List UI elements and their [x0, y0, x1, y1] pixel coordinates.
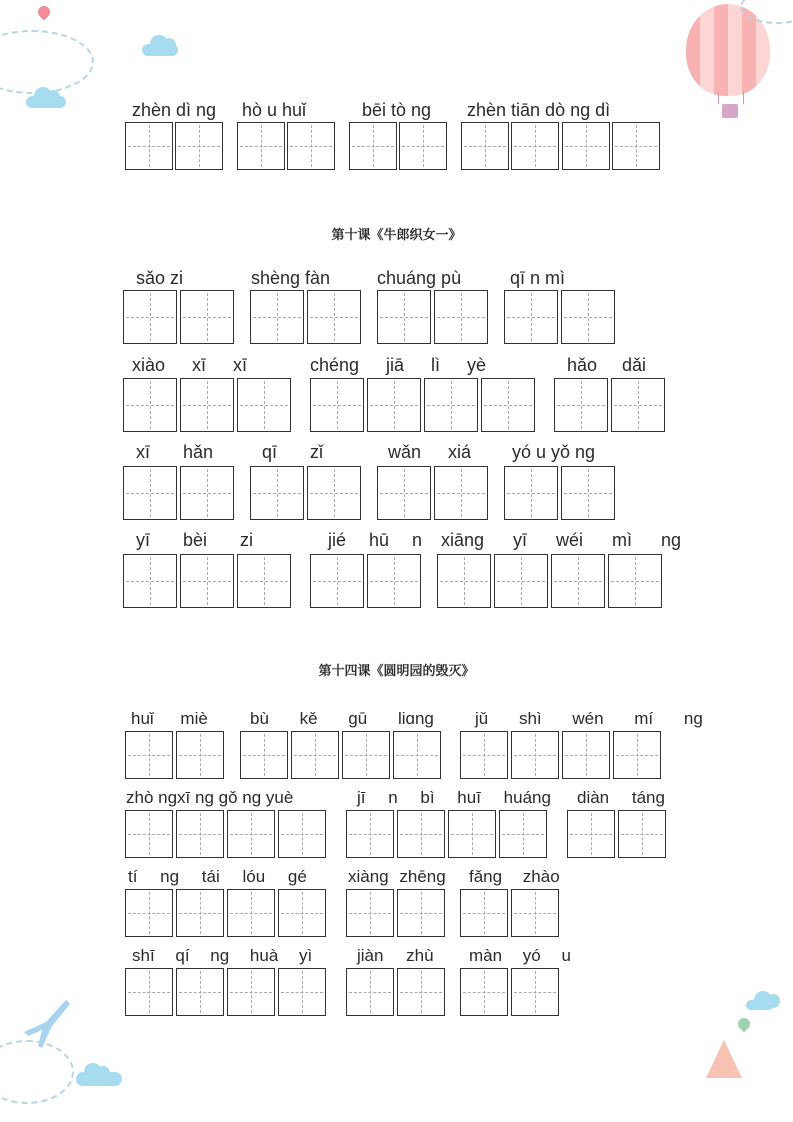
pinyin-label: shèng fàn	[251, 268, 331, 288]
pinyin-label: diàn táng	[577, 788, 665, 807]
pinyin-label: qī n mì	[510, 268, 566, 288]
balloon-basket	[722, 104, 738, 118]
writing-box[interactable]	[237, 378, 291, 432]
writing-box[interactable]	[125, 889, 173, 937]
pinyin-label: jī n bì huī huáng	[357, 788, 551, 807]
writing-box[interactable]	[561, 466, 615, 520]
writing-box[interactable]	[511, 731, 559, 779]
writing-box[interactable]	[180, 378, 234, 432]
balloon-rope	[718, 92, 744, 104]
writing-box[interactable]	[342, 731, 390, 779]
dashed-path-decoration	[0, 30, 94, 94]
writing-box[interactable]	[250, 466, 304, 520]
writing-box[interactable]	[377, 466, 431, 520]
writing-box[interactable]	[227, 968, 275, 1016]
writing-box[interactable]	[291, 731, 339, 779]
writing-box[interactable]	[123, 466, 177, 520]
writing-box[interactable]	[176, 731, 224, 779]
writing-box[interactable]	[424, 378, 478, 432]
pinyin-label: wǎn xiá	[388, 442, 472, 462]
writing-box[interactable]	[125, 810, 173, 858]
cloud-icon	[142, 44, 178, 56]
cloud-icon	[76, 1072, 122, 1086]
pinyin-label: yī bèi zi	[136, 530, 254, 550]
writing-box[interactable]	[278, 968, 326, 1016]
writing-box[interactable]	[367, 378, 421, 432]
writing-box[interactable]	[504, 290, 558, 344]
writing-box[interactable]	[511, 968, 559, 1016]
pinyin-label: xiào xī xī	[132, 355, 248, 375]
writing-box[interactable]	[437, 554, 491, 608]
writing-box[interactable]	[618, 810, 666, 858]
pinyin-label: tí ng tái lóu gé	[128, 867, 307, 886]
writing-box[interactable]	[608, 554, 662, 608]
lesson-title: 第十四课《圆明园的毁灭》	[318, 664, 475, 679]
pinyin-label: xī hǎn	[136, 442, 214, 462]
writing-box[interactable]	[123, 290, 177, 344]
writing-box[interactable]	[460, 731, 508, 779]
pinyin-label: jǔ shì wén mí ng	[475, 709, 703, 728]
cloud-icon	[26, 96, 66, 108]
pinyin-label: bēi tò ng	[362, 100, 432, 120]
pinyin-label: yó u yǒ ng	[512, 442, 596, 462]
writing-box[interactable]	[227, 810, 275, 858]
lesson-title: 第十课《牛郎织女一》	[331, 228, 462, 243]
pinyin-label: chuáng pù	[377, 268, 462, 288]
writing-box[interactable]	[567, 810, 615, 858]
writing-box[interactable]	[613, 731, 661, 779]
writing-box[interactable]	[250, 290, 304, 344]
writing-box[interactable]	[310, 378, 364, 432]
writing-box[interactable]	[240, 731, 288, 779]
writing-box[interactable]	[287, 122, 335, 170]
pinyin-label: jiàn zhù	[357, 946, 434, 965]
pinyin-label: bù kě gū liɑng	[250, 709, 434, 728]
writing-box[interactable]	[180, 290, 234, 344]
pinyin-label: chéng jiā lì yè	[310, 355, 487, 375]
writing-box[interactable]	[175, 122, 223, 170]
writing-box[interactable]	[554, 378, 608, 432]
writing-box[interactable]	[551, 554, 605, 608]
writing-box[interactable]	[481, 378, 535, 432]
writing-box[interactable]	[399, 122, 447, 170]
location-pin-icon	[736, 1016, 753, 1033]
writing-box[interactable]	[176, 810, 224, 858]
writing-box[interactable]	[377, 290, 431, 344]
writing-box[interactable]	[227, 889, 275, 937]
writing-box[interactable]	[310, 554, 364, 608]
writing-box[interactable]	[460, 889, 508, 937]
writing-box[interactable]	[504, 466, 558, 520]
pinyin-label: xiāng yī wéi mì ng	[441, 530, 682, 550]
writing-box[interactable]	[460, 968, 508, 1016]
pinyin-label: hǎo dǎi	[567, 355, 647, 375]
writing-box[interactable]	[125, 968, 173, 1016]
writing-box[interactable]	[237, 122, 285, 170]
writing-box[interactable]	[511, 122, 559, 170]
writing-box[interactable]	[448, 810, 496, 858]
writing-box[interactable]	[349, 122, 397, 170]
writing-box[interactable]	[278, 810, 326, 858]
writing-box[interactable]	[176, 889, 224, 937]
pinyin-label: qī zǐ	[262, 442, 324, 462]
pinyin-label: jié hū n	[328, 530, 423, 550]
writing-box[interactable]	[393, 731, 441, 779]
writing-box[interactable]	[562, 122, 610, 170]
writing-box[interactable]	[346, 968, 394, 1016]
writing-box[interactable]	[511, 889, 559, 937]
pinyin-label: màn yó u	[469, 946, 571, 965]
writing-box[interactable]	[176, 968, 224, 1016]
writing-box[interactable]	[499, 810, 547, 858]
cloud-icon	[746, 1000, 774, 1010]
writing-box[interactable]	[561, 290, 615, 344]
writing-box[interactable]	[562, 731, 610, 779]
writing-box[interactable]	[612, 122, 660, 170]
sailboat-icon	[706, 1040, 742, 1078]
writing-box[interactable]	[278, 889, 326, 937]
writing-box[interactable]	[397, 810, 445, 858]
writing-box[interactable]	[125, 122, 173, 170]
writing-box[interactable]	[434, 466, 488, 520]
writing-box[interactable]	[307, 466, 361, 520]
writing-box[interactable]	[346, 889, 394, 937]
pinyin-label: zhò ngxī ng gǒ ng yuè	[126, 788, 294, 807]
writing-box[interactable]	[307, 290, 361, 344]
pinyin-label: xiàng zhēng	[348, 867, 446, 886]
writing-box[interactable]	[346, 810, 394, 858]
pinyin-label: shī qí ng huà yì	[132, 946, 313, 965]
writing-box[interactable]	[494, 554, 548, 608]
writing-box[interactable]	[397, 968, 445, 1016]
pinyin-label: huǐ miè	[131, 709, 208, 728]
writing-box[interactable]	[123, 554, 177, 608]
writing-box[interactable]	[434, 290, 488, 344]
writing-box[interactable]	[123, 378, 177, 432]
writing-box[interactable]	[180, 466, 234, 520]
pinyin-label: fǎng zhào	[469, 867, 560, 886]
writing-box[interactable]	[461, 122, 509, 170]
pinyin-label: sǎo zi	[136, 268, 184, 288]
writing-box[interactable]	[397, 889, 445, 937]
writing-box[interactable]	[237, 554, 291, 608]
location-pin-icon	[36, 4, 53, 21]
pinyin-label: hò u huǐ	[242, 100, 307, 120]
writing-box[interactable]	[180, 554, 234, 608]
writing-box[interactable]	[611, 378, 665, 432]
writing-box[interactable]	[125, 731, 173, 779]
pinyin-label: zhèn tiān dò ng dì	[467, 100, 611, 120]
writing-box[interactable]	[367, 554, 421, 608]
pinyin-label: zhèn dì ng	[132, 100, 217, 120]
